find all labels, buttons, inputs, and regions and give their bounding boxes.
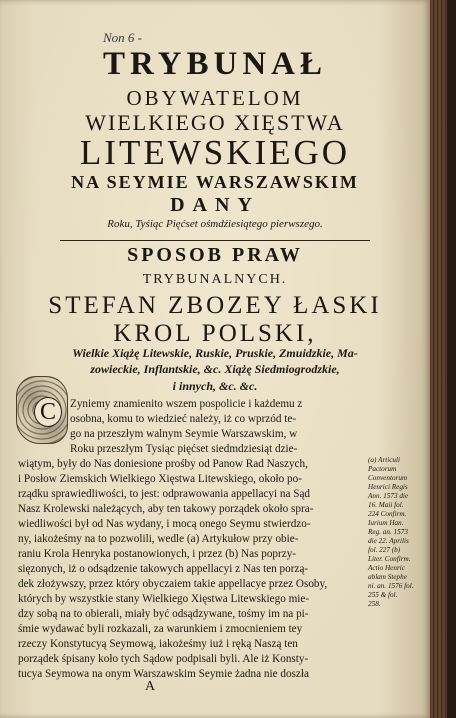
title-line-5: NA SEYMIE WARSZAWSKIM	[71, 172, 359, 192]
body-line: rzeczy Konstytucyą Seymową, iakożeśmy iuż i ręką Naszą ten	[18, 638, 298, 650]
body-line: Roku przeszłym Tysiąc pięćset siedmdziesiąt dzie-	[70, 443, 298, 455]
handwritten-note: Non 6 -	[103, 30, 142, 45]
body-line: dek złożywszy, przez który obyczaiem takie appellacye przez Osoby,	[18, 578, 328, 590]
king-name: STEFAN ZBOZEY ŁASKI	[48, 292, 382, 319]
body-line: rządku sprawiedliwości, to jest: odprawowania appellacyi na Sąd	[18, 488, 311, 500]
body-line: wiedliwości był od Nas wydany, i mocą onego Seymu stwierdzo-	[18, 518, 311, 530]
margin-note: Reg. an. 1573	[368, 528, 408, 536]
margin-note: (a) Articuli	[368, 456, 401, 464]
title-line-1: TRYBUNAŁ	[102, 46, 328, 82]
book-cover-edge	[447, 0, 456, 718]
margin-note: 224 Confirm.	[368, 510, 407, 518]
margin-note: Liter. Confirm.	[368, 555, 411, 563]
body-line: osobna, komu to wiedzieć należy, iż co wprzód te-	[70, 413, 297, 425]
margin-note: ablam Stephe	[368, 573, 407, 581]
margin-note: Pactorum	[368, 465, 397, 473]
body-line: tucya Seymowa na onym Warszawskim Seymie żadna nie doszła	[18, 668, 309, 680]
body-line: i Posłow Ziemskich Wielkiego Xięstwa Litewskiego, około po-	[18, 473, 302, 485]
body-line: Zyniemy znamienito wszem pospolicie i każdemu z	[70, 398, 303, 410]
king-titles-line-2: zowieckie, Inflantskie, &c. Xiążę Siedmiogrodzkie,	[90, 362, 340, 376]
title-line-4: LITEWSKIEGO	[79, 133, 351, 172]
subtitle-line-1: SPOSOB PRAW	[127, 244, 303, 266]
margin-note: 258.	[368, 600, 381, 608]
margin-note: Ann. 1573 die	[368, 492, 409, 500]
body-line: go na przeszłym walnym Seymie Warszawskim, w	[70, 428, 298, 440]
margin-note: fol. 227 (b)	[368, 546, 401, 554]
decorated-initial	[16, 376, 68, 444]
title-line-2: OBYWATELOM	[126, 86, 304, 110]
margin-note: 255 & fol.	[368, 591, 398, 599]
margin-note: Conventorum	[368, 474, 408, 482]
body-line: sięzonych, iż o odsądzenie takowych appellacyi z Nas ten porzą-	[18, 563, 309, 575]
margin-note: Henrici Regis	[368, 483, 408, 491]
margin-note: die 22. Aprilis	[368, 537, 409, 545]
body-line: dzy sobą na to obierali, miały być odsądzywane, tośmy im na pi-	[18, 608, 309, 620]
divider-rule	[60, 240, 370, 241]
body-line: porządek śpisany koło tych Sądow podpisali byli. Ale iż Konsty-	[18, 653, 309, 665]
signature-mark: A	[144, 679, 156, 694]
body-line: wiątym, były do Nas doniesione prośby od Panow Rad Naszych,	[18, 458, 308, 470]
title-line-7: Roku, Tyśiąc Pięćset ośmdźiesiątego pierwszego.	[107, 218, 323, 230]
title-line-6: DANY	[170, 194, 260, 216]
body-line: raniu Krola Henryka postanowionych, i przez (b) Nas poprzy-	[18, 548, 297, 560]
body-line: których by wszystkie stany Wielkiego Xięstwa Litewskiego mie-	[18, 593, 310, 605]
margin-note: ni. an. 1576 fol.	[368, 582, 414, 590]
subtitle-line-2: TRYBUNALNYCH.	[142, 272, 288, 287]
initial-letter: C	[34, 397, 62, 427]
body-line: Nasz Krolewski należących, aby ten takowy porządek około spra-	[18, 503, 314, 515]
margin-note: Actio Henric	[368, 564, 405, 572]
body-line: ny, iakożeśmy na to pozwolili, wedle (a) Artykułow przy obie-	[18, 533, 299, 545]
king-titles-line-3: i innych, &c. &c.	[172, 379, 258, 393]
king-title: KROL POLSKI,	[113, 320, 317, 347]
title-line-3: WIELKIEGO XIĘSTWA	[85, 110, 345, 135]
margin-note: Iurium Han.	[368, 519, 404, 527]
margin-note: 16. Maii fol.	[368, 501, 404, 509]
king-titles-line-1: Wielkie Xiążę Litewskie, Ruskie, Pruskie, Zmuidzkie, Ma-	[72, 346, 358, 360]
body-line: śmie wydawać byli rozkazali, za warunkiem i zmocnieniem tey	[18, 623, 303, 635]
